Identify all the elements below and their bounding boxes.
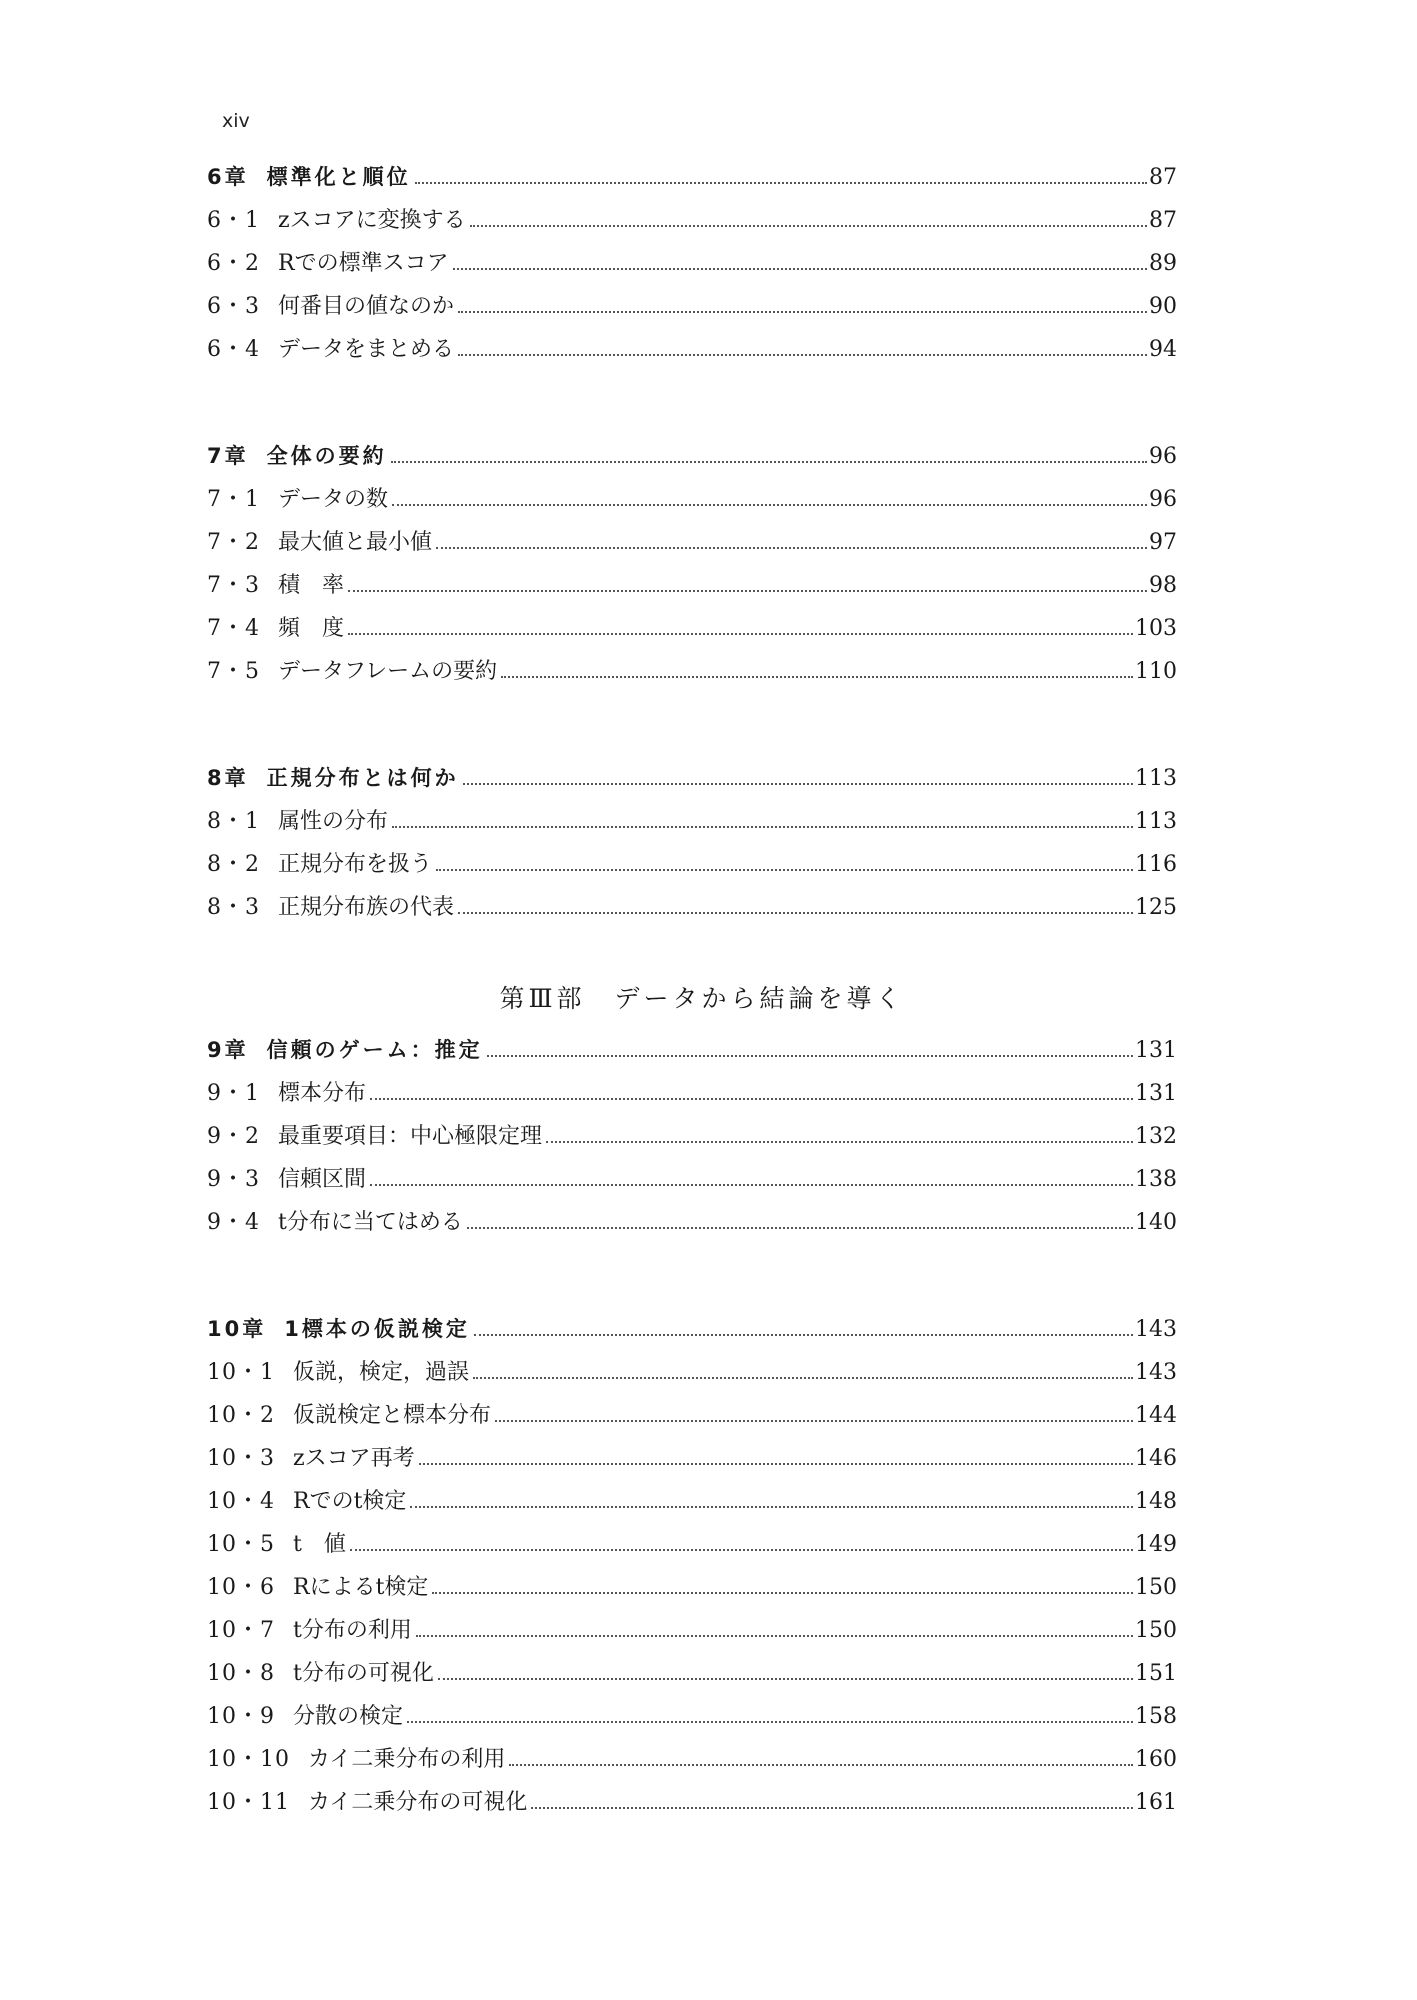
chapter-heading[interactable] <box>207 757 1177 800</box>
section-title: 積 率 <box>278 573 345 598</box>
dot-leader <box>348 590 1147 592</box>
dot-leader <box>474 1334 1133 1336</box>
section-entry[interactable] <box>207 1652 1177 1695</box>
section-entry[interactable] <box>207 242 1177 285</box>
dot-leader <box>501 676 1133 678</box>
page-ref: 161 <box>1135 1790 1177 1815</box>
page-ref: 132 <box>1135 1124 1177 1149</box>
section-number: 7・3 <box>207 573 260 598</box>
section-title: 何番目の値なのか <box>278 294 455 319</box>
section-title: 分散の検定 <box>293 1704 404 1729</box>
section-entry[interactable] <box>207 1480 1177 1523</box>
spacer <box>207 693 1177 757</box>
section-entry[interactable] <box>207 1523 1177 1566</box>
dot-leader <box>392 504 1147 506</box>
section-entry[interactable] <box>207 1437 1177 1480</box>
chapter-title: 標準化と順位 <box>266 165 411 189</box>
section-title: zスコア再考 <box>293 1446 415 1471</box>
page-ref: 87 <box>1149 208 1177 233</box>
chapter-title: 1標本の仮説検定 <box>284 1317 470 1341</box>
section-number: 9・2 <box>207 1124 260 1149</box>
section-number: 6・2 <box>207 251 260 276</box>
section-number: 7・2 <box>207 530 260 555</box>
dot-leader <box>531 1807 1133 1809</box>
section-number: 10・5 <box>207 1532 275 1557</box>
section-number: 10・1 <box>207 1360 275 1385</box>
dot-leader <box>453 268 1147 270</box>
section-title: 仮説，検定，過誤 <box>293 1360 470 1385</box>
section-title: 属性の分布 <box>278 809 389 834</box>
dot-leader <box>415 182 1147 184</box>
section-entry[interactable] <box>207 285 1177 328</box>
page-ref: 143 <box>1135 1360 1177 1385</box>
section-number: 6・1 <box>207 208 260 233</box>
section-title: 最大値と最小値 <box>278 530 433 555</box>
section-title: データをまとめる <box>278 337 455 362</box>
dot-leader <box>370 1098 1133 1100</box>
page-ref: 151 <box>1135 1661 1177 1686</box>
section-entry[interactable] <box>207 478 1177 521</box>
chapter-title: 正規分布とは何か <box>266 766 459 790</box>
section-entry[interactable] <box>207 328 1177 371</box>
section-entry[interactable] <box>207 199 1177 242</box>
section-entry[interactable] <box>207 521 1177 564</box>
page-ref: 148 <box>1135 1489 1177 1514</box>
section-entry[interactable] <box>207 1609 1177 1652</box>
chapter-6 <box>207 156 1177 371</box>
page-ref: 131 <box>1135 1081 1177 1106</box>
page-ref: 143 <box>1135 1317 1177 1342</box>
section-title: Rでの標準スコア <box>278 251 449 276</box>
dot-leader <box>392 826 1133 828</box>
section-entry[interactable] <box>207 843 1177 886</box>
section-title: 正規分布を扱う <box>278 852 433 877</box>
section-number: 7・4 <box>207 616 260 641</box>
chapter-heading[interactable] <box>207 156 1177 199</box>
page-ref: 131 <box>1135 1038 1177 1063</box>
page-ref: 125 <box>1135 895 1177 920</box>
section-number: 10・9 <box>207 1704 275 1729</box>
dot-leader <box>495 1420 1133 1422</box>
section-number: 10・3 <box>207 1446 275 1471</box>
section-number: 9・3 <box>207 1167 260 1192</box>
chapter-9 <box>207 1029 1177 1244</box>
page-ref: 149 <box>1135 1532 1177 1557</box>
section-number: 7・1 <box>207 487 260 512</box>
page-ref: 97 <box>1149 530 1177 555</box>
chapter-number: 6章 <box>207 165 249 189</box>
page-ref: 87 <box>1149 165 1177 190</box>
chapter-title: 信頼のゲーム：推定 <box>266 1038 483 1062</box>
page-ref: 113 <box>1135 809 1177 834</box>
chapter-heading[interactable] <box>207 435 1177 478</box>
page-ref: 113 <box>1135 766 1177 791</box>
chapter-number: 7章 <box>207 444 249 468</box>
dot-leader <box>407 1721 1133 1723</box>
dot-leader <box>546 1141 1133 1143</box>
section-entry[interactable] <box>207 1201 1177 1244</box>
section-number: 10・6 <box>207 1575 275 1600</box>
section-title: 最重要項目：中心極限定理 <box>278 1124 543 1149</box>
section-number: 8・1 <box>207 809 260 834</box>
table-of-contents <box>207 156 1177 1824</box>
section-number: 9・4 <box>207 1210 260 1235</box>
chapter-title: 全体の要約 <box>266 444 387 468</box>
section-entry[interactable] <box>207 800 1177 843</box>
section-title: t分布の利用 <box>293 1618 412 1643</box>
page-ref: 146 <box>1135 1446 1177 1471</box>
dot-leader <box>370 1184 1133 1186</box>
section-number: 10・8 <box>207 1661 275 1686</box>
spacer <box>207 371 1177 435</box>
dot-leader <box>473 1377 1133 1379</box>
page-ref: 158 <box>1135 1704 1177 1729</box>
dot-leader <box>436 869 1133 871</box>
section-number: 8・2 <box>207 852 260 877</box>
spacer <box>207 1244 1177 1308</box>
section-entry[interactable] <box>207 1394 1177 1437</box>
section-title: t分布の可視化 <box>293 1661 434 1686</box>
section-title: 標本分布 <box>278 1081 367 1106</box>
page-ref: 150 <box>1135 1575 1177 1600</box>
page-ref: 144 <box>1135 1403 1177 1428</box>
section-title: Rでのt検定 <box>293 1489 407 1514</box>
section-title: 信頼区間 <box>278 1167 367 1192</box>
page-ref: 98 <box>1149 573 1177 598</box>
page-ref: 89 <box>1149 251 1177 276</box>
page-ref: 94 <box>1149 337 1177 362</box>
section-entry[interactable] <box>207 1695 1177 1738</box>
chapter-number: 9章 <box>207 1038 249 1062</box>
section-title: データフレームの要約 <box>278 659 498 684</box>
page-ref: 96 <box>1149 444 1177 469</box>
section-title: t分布に当てはめる <box>278 1210 463 1235</box>
chapter-number: 10章 <box>207 1317 267 1341</box>
section-entry[interactable] <box>207 1351 1177 1394</box>
dot-leader <box>458 311 1147 313</box>
section-entry[interactable] <box>207 1158 1177 1201</box>
section-title: 正規分布族の代表 <box>278 895 455 920</box>
dot-leader <box>470 225 1147 227</box>
section-entry[interactable] <box>207 1115 1177 1158</box>
section-entry[interactable] <box>207 607 1177 650</box>
section-number: 10・2 <box>207 1403 275 1428</box>
page-ref: 138 <box>1135 1167 1177 1192</box>
section-entry[interactable] <box>207 1781 1177 1824</box>
dot-leader <box>509 1764 1133 1766</box>
section-entry[interactable] <box>207 564 1177 607</box>
chapter-number: 8章 <box>207 766 249 790</box>
page-ref: 103 <box>1135 616 1177 641</box>
section-number: 10・11 <box>207 1790 290 1815</box>
section-title: 仮説検定と標本分布 <box>293 1403 492 1428</box>
section-number: 6・4 <box>207 337 260 362</box>
dot-leader <box>463 783 1133 785</box>
page-ref: 140 <box>1135 1210 1177 1235</box>
section-entry[interactable] <box>207 1566 1177 1609</box>
page-ref: 116 <box>1135 852 1177 877</box>
chapter-heading[interactable] <box>207 1308 1177 1351</box>
chapter-heading[interactable] <box>207 1029 1177 1072</box>
page-ref: 110 <box>1135 659 1177 684</box>
section-number: 10・4 <box>207 1489 275 1514</box>
page-ref: 160 <box>1135 1747 1177 1772</box>
dot-leader <box>438 1678 1133 1680</box>
page-ref: 96 <box>1149 487 1177 512</box>
part-heading: 第Ⅲ部 データから結論を導く <box>499 984 905 1013</box>
section-entry[interactable] <box>207 650 1177 693</box>
dot-leader <box>467 1227 1133 1229</box>
section-number: 8・3 <box>207 895 260 920</box>
section-title: Rによるt検定 <box>293 1575 429 1600</box>
section-title: カイ二乗分布の可視化 <box>308 1790 528 1815</box>
dot-leader <box>416 1635 1133 1637</box>
page-ref: 90 <box>1149 294 1177 319</box>
section-entry[interactable] <box>207 886 1177 929</box>
dot-leader <box>410 1506 1133 1508</box>
chapter-10 <box>207 1308 1177 1824</box>
section-entry[interactable] <box>207 1072 1177 1115</box>
section-title: データの数 <box>278 487 389 512</box>
dot-leader <box>432 1592 1133 1594</box>
dot-leader <box>436 547 1147 549</box>
dot-leader <box>419 1463 1133 1465</box>
section-number: 10・7 <box>207 1618 275 1643</box>
section-number: 7・5 <box>207 659 260 684</box>
dot-leader <box>391 461 1147 463</box>
page-ref: 150 <box>1135 1618 1177 1643</box>
dot-leader <box>350 1549 1133 1551</box>
section-title: zスコアに変換する <box>278 208 466 233</box>
section-title: カイ二乗分布の利用 <box>308 1747 506 1772</box>
chapter-7 <box>207 435 1177 693</box>
dot-leader <box>348 633 1133 635</box>
section-title: 頻 度 <box>278 616 345 641</box>
section-number: 9・1 <box>207 1081 260 1106</box>
dot-leader <box>458 354 1147 356</box>
page-number: xiv <box>222 110 250 132</box>
dot-leader <box>487 1055 1133 1057</box>
dot-leader <box>458 912 1133 914</box>
section-entry[interactable] <box>207 1738 1177 1781</box>
section-title: t 値 <box>293 1532 346 1557</box>
section-number: 6・3 <box>207 294 260 319</box>
section-number: 10・10 <box>207 1747 290 1772</box>
chapter-8 <box>207 757 1177 929</box>
